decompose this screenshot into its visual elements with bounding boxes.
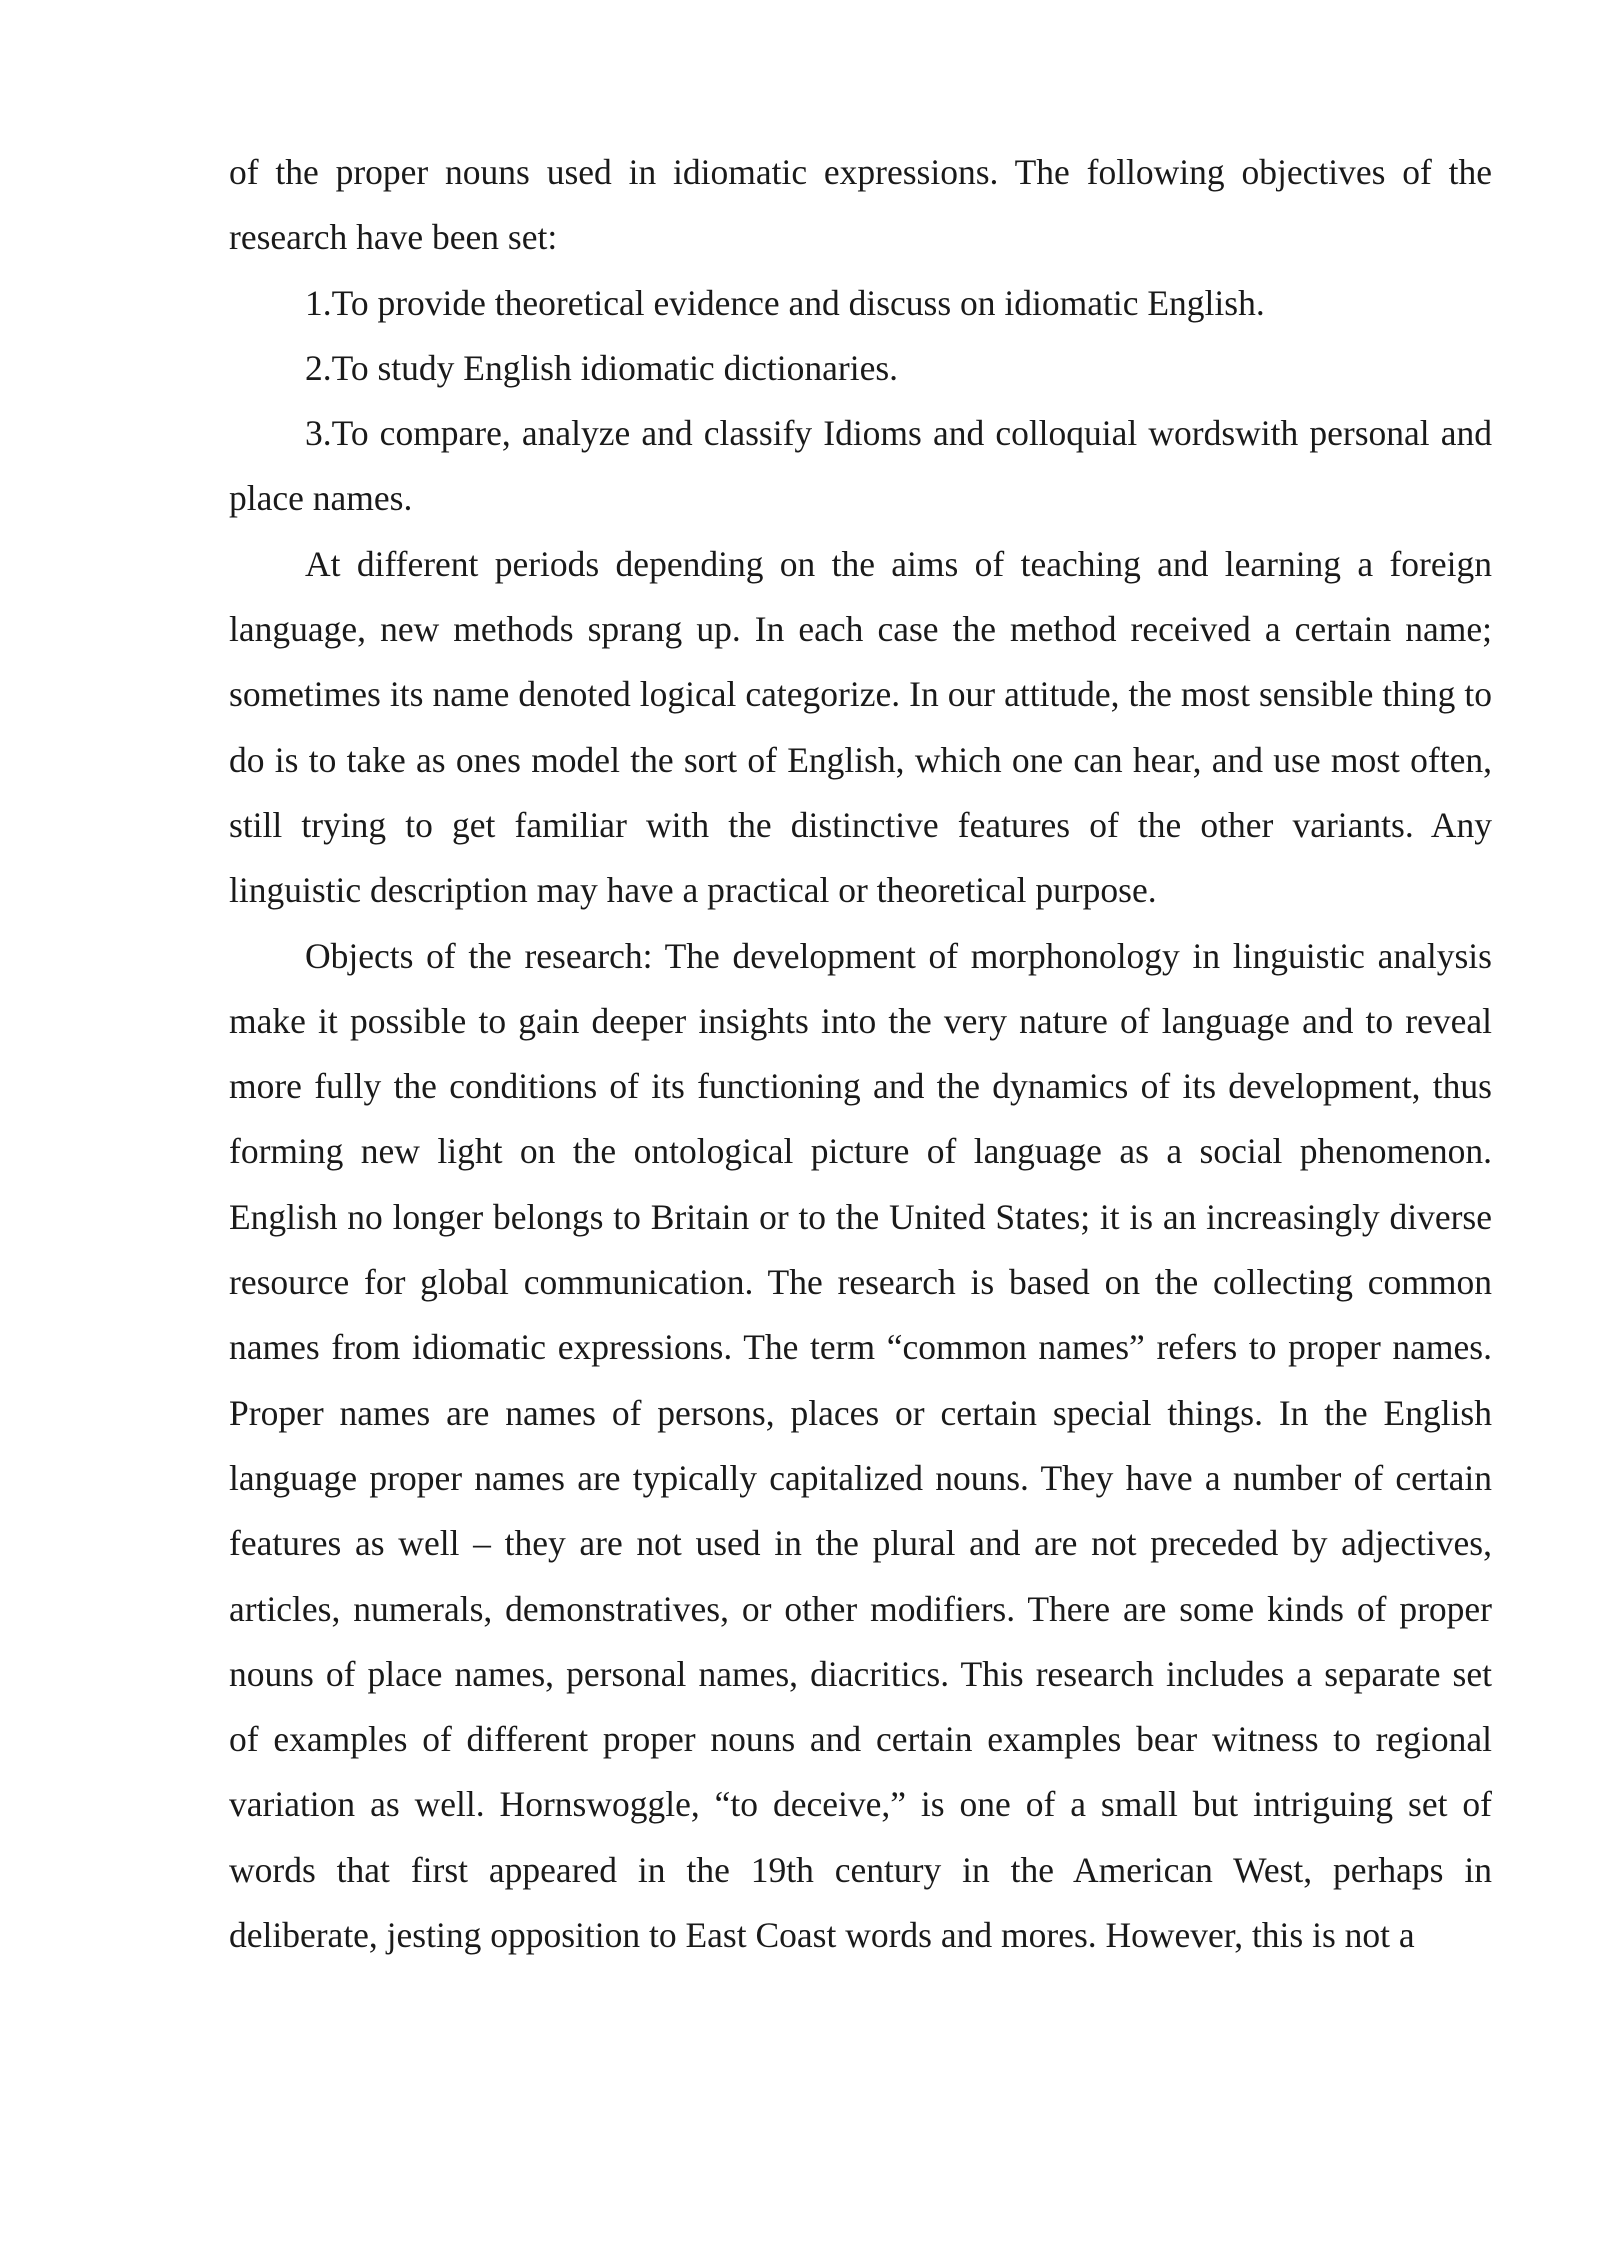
paragraph-objects-of-research: Objects of the research: The development of morphonology in linguistic analysis make it possible to gain deeper insights into the very nature of language and to reveal more fully the conditions of its functioning and the dynamics of its development, thus forming new light on the ontological picture of language as a social phenomenon. English no longer belongs to Britain or to the United States; it is an increasingly diverse resource for global communication. The research is based on the collecting common names from idiomatic expressions. The term “common names” refers to proper names. Proper names are names of persons, places or certain special things. In the English language proper names are typically capitalized nouns. They have a number of certain features as well – they are not used in the plural and are not preceded by adjectives, articles, numerals, demonstratives, or other modifiers. There are some kinds of proper nouns of place names, personal names, diacritics. This research includes a separate set of examples of different proper nouns and certain examples bear witness to regional variation as well. Hornswoggle, “to deceive,” is one of a small but intriguing set of words that first appeared in the 19th century in the American West, perhaps in deliberate, jesting opposition to East Coast words and mores. However, this is not a bbox=[229, 935, 1492, 1956]
paragraph-objectives-intro: of the proper nouns used in idiomatic expressions. The following objectives of the research have been set: bbox=[229, 152, 1492, 258]
paragraph-methods: At different periods depending on the aims of teaching and learning a foreign language, new methods sprang up. In each case the method received a certain name; sometimes its name denoted logical categorize. In our attitude, the most sensible thing to do is to take as ones model the sort of English, which one can hear, and use most often, still trying to get familiar with the distinctive features of the other variants. Any linguistic description may have a practical or theoretical purpose. bbox=[229, 543, 1492, 911]
objective-item-3: 3.To compare, analyze and classify Idioms and colloquial wordswith personal and place names. bbox=[229, 413, 1492, 519]
objective-item-2: 2.To study English idiomatic dictionaries. bbox=[305, 347, 899, 388]
document-page bbox=[229, 140, 1492, 1968]
objective-item-1: 1.To provide theoretical evidence and discuss on idiomatic English. bbox=[305, 282, 1265, 323]
